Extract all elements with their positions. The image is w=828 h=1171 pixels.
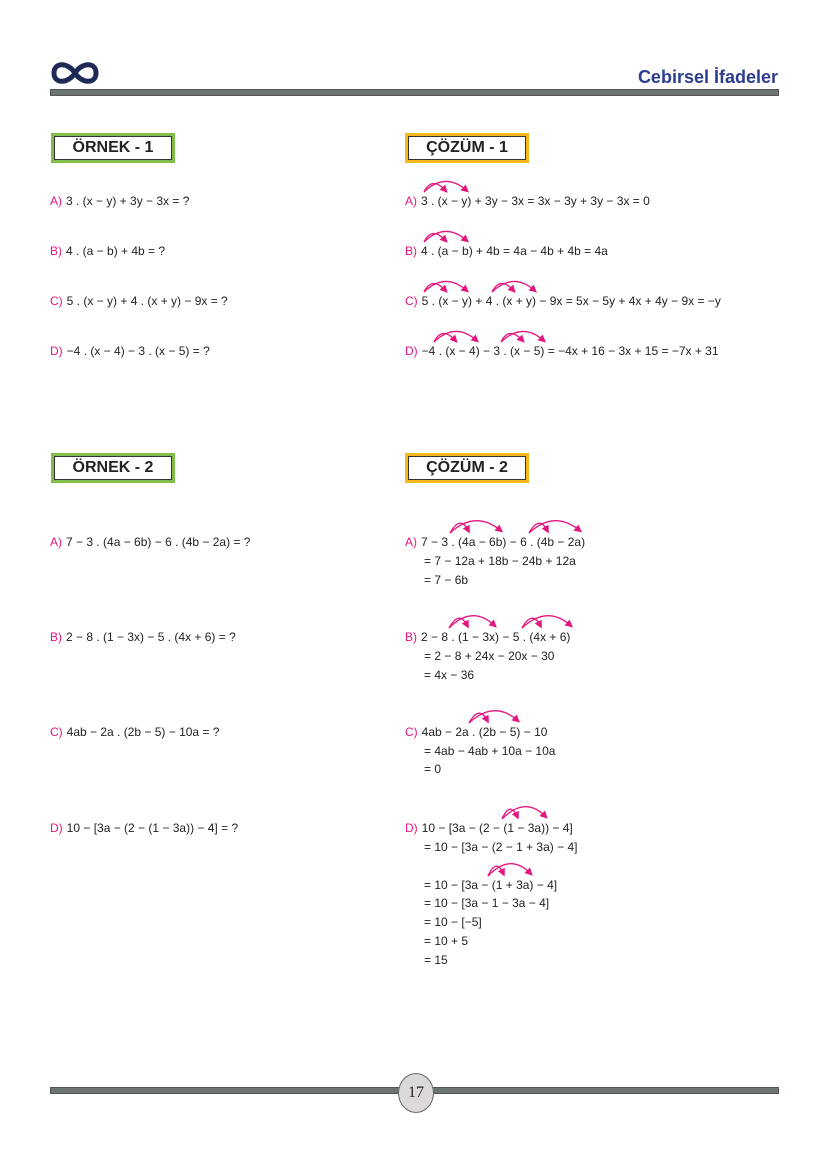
solution-2d-step: = 10 − [3a − (1 + 3a) − 4] [424,878,558,892]
solution-2c-step: = 4ab − 4ab + 10a − 10a [424,744,556,758]
solution-1a: A) 3 . (x − y) + 3y − 3x = 3x − 3y + 3y − 3x = 0 [405,194,650,208]
solution-2b-step: = 2 − 8 + 24x − 20x − 30 [424,649,555,663]
solution-2c: C) 4ab − 2a . (2b − 5) − 10 [405,725,548,739]
solution-2a-step: = 7 − 12a + 18b − 24b + 12a [424,554,576,568]
cozum-2-box: ÇÖZÜM - 2 [405,453,529,483]
question-2c: C) 4ab − 2a . (2b − 5) − 10a = ? [50,725,220,739]
solution-2d-step: = 10 − [−5] [424,915,482,929]
question-1c: C) 5 . (x − y) + 4 . (x + y) − 9x = ? [50,294,228,308]
question-1b: B) 4 . (a − b) + 4b = ? [50,244,166,258]
ornek-1-box: ÖRNEK - 1 [51,133,175,163]
page-title: Cebirsel İfadeler [637,67,778,87]
question-1d: D) −4 . (x − 4) − 3 . (x − 5) = ? [50,344,210,358]
solution-2c-step: = 0 [424,762,442,776]
question-2a: A) 7 − 3 . (4a − 6b) − 6 . (4b − 2a) = ? [50,535,251,549]
solution-2b-step: = 4x − 36 [424,668,475,682]
page-number: 17 [398,1073,434,1113]
solution-2d: D) 10 − [3a − (2 − (1 − 3a)) − 4] [405,821,573,835]
solution-1d: D) −4 . (x − 4) − 3 . (x − 5) = −4x + 16 − 3x + 15 = −7x + 31 [405,344,719,358]
question-2d: D) 10 − [3a − (2 − (1 − 3a)) − 4] = ? [50,821,239,835]
solution-2a: A) 7 − 3 . (4a − 6b) − 6 . (4b − 2a) [405,535,586,549]
solution-2d-step: = 10 − [3a − (2 − 1 + 3a) − 4] [424,840,578,854]
solution-2d-step: = 10 + 5 [424,934,469,948]
solution-1c: C) 5 . (x − y) + 4 . (x + y) − 9x = 5x − 5y + 4x + 4y − 9x = −y [405,294,721,308]
question-2b: B) 2 − 8 . (1 − 3x) − 5 . (4x + 6) = ? [50,630,236,644]
solution-1b: B) 4 . (a − b) + 4b = 4a − 4b + 4b = 4a [405,244,608,258]
solution-2d-step: = 15 [424,953,448,967]
cozum-1-box: ÇÖZÜM - 1 [405,133,529,163]
ornek-2-box: ÖRNEK - 2 [51,453,175,483]
solution-2a-step: = 7 − 6b [424,573,469,587]
solution-2d-step: = 10 − [3a − 1 − 3a − 4] [424,896,550,910]
question-1a: A) 3 . (x − y) + 3y − 3x = ? [50,194,190,208]
solution-2b: B) 2 − 8 . (1 − 3x) − 5 . (4x + 6) [405,630,571,644]
